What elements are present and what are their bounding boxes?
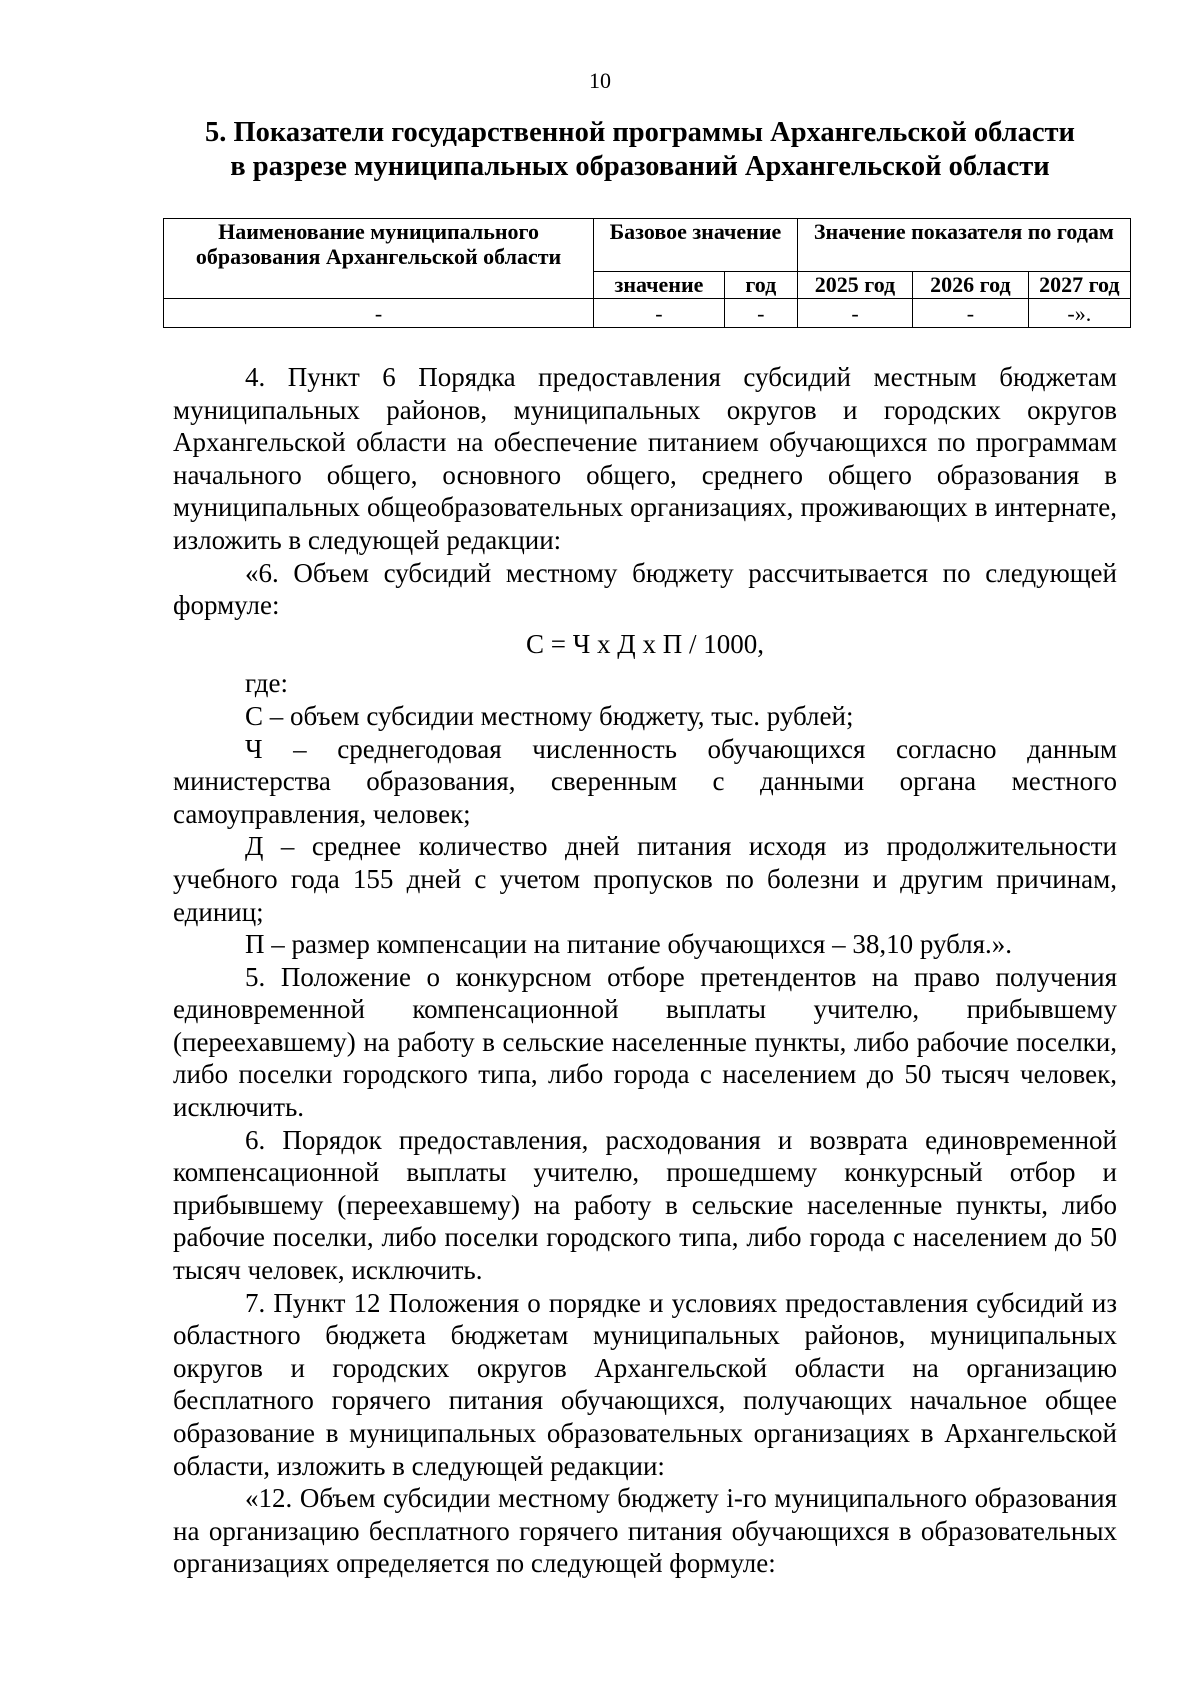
- table-cell: -: [797, 299, 912, 328]
- header-municipality: Наименование муниципального образования Архангельской области: [164, 219, 594, 299]
- subheader-year: год: [724, 272, 797, 299]
- table-row: [164, 299, 1131, 328]
- subheader-2026: 2026 год: [913, 272, 1028, 299]
- formula: С = Ч х Д х П / 1000,: [526, 628, 764, 659]
- definition-p: П – размер компенсации на питание обучающихся – 38,10 рубля.».: [245, 929, 1013, 960]
- table-cell: -: [724, 299, 797, 328]
- table-cell: -».: [1028, 299, 1130, 328]
- section-title-line-2: в разрезе муниципальных образований Архангельской области: [230, 151, 1050, 182]
- paragraph-4-quote: «6. Объем субсидий местному бюджету рассчитывается по следующей формуле:: [173, 557, 1117, 621]
- page-number: 10: [589, 68, 611, 93]
- paragraph-7-quote: «12. Объем субсидии местному бюджету i-го муниципального образования на организацию бесплатного горячего питания обучающихся в образовательных организациях определяется по следующей формуле:: [173, 1483, 1117, 1579]
- paragraph-4: 4. Пункт 6 Порядка предоставления субсидий местным бюджетам муниципальных районов, муниципальных округов и городских округов Архангельской области на обеспечение питанием обучающихся по программам начального общего, основного общего, среднего общего образования в муниципальных общеобразовательных организациях, проживающих в интернате, изложить в следующей редакции:: [173, 362, 1117, 555]
- paragraph-6: 6. Порядок предоставления, расходования и возврата единовременной компенсационной выплаты учителю, прошедшему конкурсный отбор и прибывшему (переехавшему) на работу в сельские населенные пункты, либо рабочие поселки, либо поселки городского типа, либо города с населением до 50 тысяч человек, исключить.: [173, 1124, 1117, 1286]
- subheader-2027: 2027 год: [1028, 272, 1130, 299]
- section-title: [160, 116, 1120, 184]
- definition-c: С – объем субсидии местному бюджету, тыс. рублей;: [245, 700, 854, 731]
- definition-ch: Ч – среднегодовая численность обучающихся согласно данным министерства образования, сверенным с данными органа местного самоуправления, человек;: [173, 733, 1117, 829]
- header-base-value: Базовое значение: [594, 219, 798, 272]
- definition-d: Д – среднее количество дней питания исходя из продолжительности учебного года 155 дней с учетом пропусков по болезни и другим причинам, единиц;: [173, 831, 1117, 927]
- subheader-value: значение: [594, 272, 725, 299]
- table-cell: -: [164, 299, 594, 328]
- formula-where: где:: [245, 668, 288, 699]
- section-title-line-1: 5. Показатели государственной программы Архангельской области: [205, 117, 1075, 148]
- subheader-2025: 2025 год: [797, 272, 912, 299]
- table-cell: -: [913, 299, 1028, 328]
- document-body: [173, 361, 1117, 1580]
- indicators-table: [163, 218, 1131, 328]
- table-cell: -: [594, 299, 725, 328]
- header-values-by-year: Значение показателя по годам: [797, 219, 1130, 272]
- paragraph-7: 7. Пункт 12 Положения о порядке и условиях предоставления субсидий из областного бюджета бюджетам муниципальных районов, муниципальных округов и городских округов Архангельской области на организацию бесплатного горячего питания обучающихся, получающих начальное общее образование в муниципальных образовательных организациях в Архангельской области, изложить в следующей редакции:: [173, 1287, 1117, 1481]
- paragraph-5: 5. Положение о конкурсном отборе претендентов на право получения единовременной компенсационной выплаты учителю, прибывшему (переехавшему) на работу в сельские населенные пункты, либо рабочие поселки, либо поселки городского типа, либо города с населением до 50 тысяч человек, исключить.: [173, 961, 1117, 1123]
- table-header-row: [164, 219, 1131, 272]
